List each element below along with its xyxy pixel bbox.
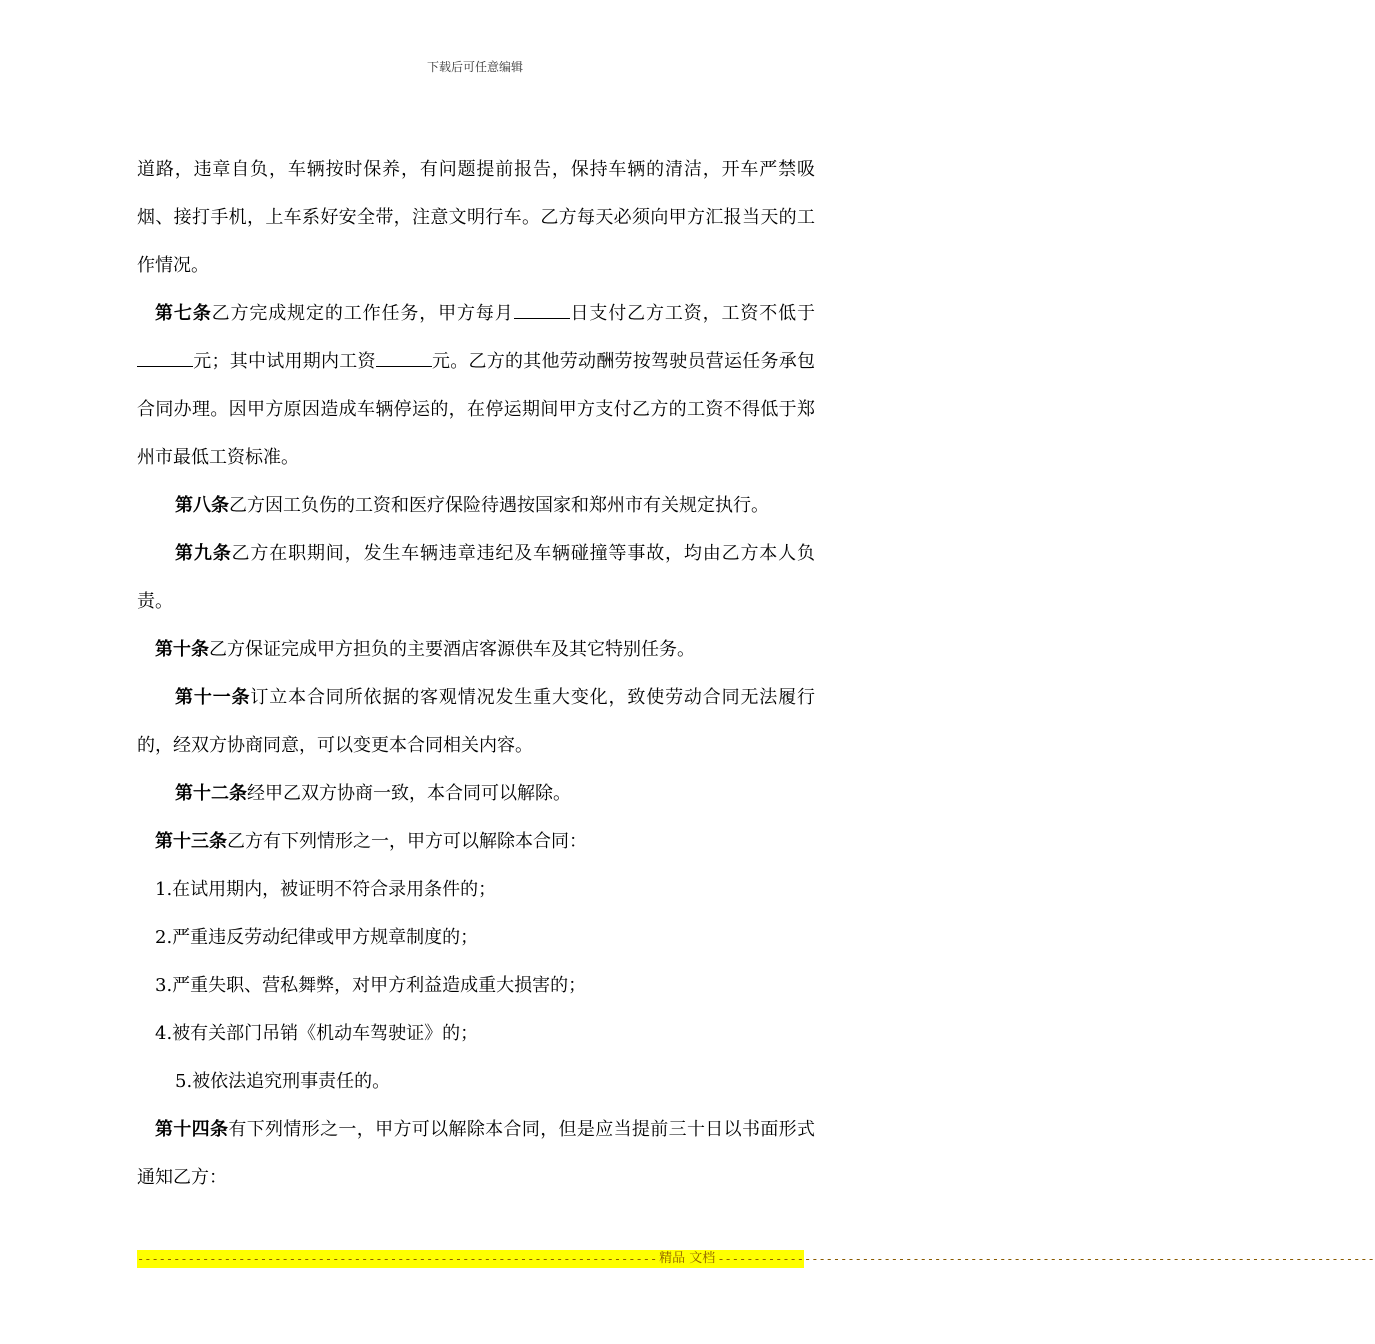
- article-label: 第十条: [155, 639, 209, 660]
- list-item: [137, 1010, 815, 1058]
- article-14: [137, 1106, 815, 1202]
- article-12: [137, 770, 815, 818]
- document-body: [137, 146, 815, 1202]
- list-item: [137, 914, 815, 962]
- article-label: 第十四条: [155, 1119, 229, 1140]
- blank-pay-day: [514, 302, 570, 319]
- list-item-text: 5.被依法追究刑事责任的。: [175, 1071, 391, 1092]
- footer-dashes-right: -------------------------------------------------------------------------------------------: [717, 1252, 1375, 1266]
- article-label: 第十二条: [175, 783, 247, 804]
- article-text: 经甲乙双方协商一致，本合同可以解除。: [247, 783, 571, 804]
- blank-probation-wage: [376, 350, 432, 367]
- article-8: [137, 482, 815, 530]
- article-label: 第七条: [155, 303, 212, 324]
- article-text: 日支付乙方工资，工资不低于: [569, 303, 815, 324]
- article-10: [137, 626, 815, 674]
- article-text: 乙方完成规定的工作任务，甲方每月: [211, 303, 514, 324]
- article-text: 有下列情形之一，甲方可以解除本合同，但是应当提前三十日以书面形式通知乙方：: [137, 1119, 816, 1188]
- footer-watermark-bar: [137, 1250, 1375, 1268]
- list-item-text: 2.严重违反劳动纪律或甲方规章制度的；: [155, 927, 479, 948]
- list-item-text: 1.在试用期内，被证明不符合录用条件的；: [155, 879, 497, 900]
- paragraph-continuation: [137, 146, 815, 290]
- article-text: 乙方在职期间，发生车辆违章违纪及车辆碰撞等事故，均由乙方本人负责。: [137, 543, 815, 612]
- article-text: 元；其中试用期内工资: [193, 351, 376, 372]
- article-text: 乙方因工负伤的工资和医疗保险待遇按国家和郑州市有关规定执行。: [229, 495, 769, 516]
- article-label: 第九条: [175, 543, 232, 564]
- article-text: 乙方保证完成甲方担负的主要酒店客源供车及其它特别任务。: [209, 639, 695, 660]
- header-note: 下载后可任意编辑: [426, 60, 523, 74]
- article-7: [137, 290, 815, 482]
- list-item-text: 3.严重失职、营私舞弊，对甲方利益造成重大损害的；: [155, 975, 587, 996]
- article-13: [137, 818, 815, 866]
- article-label: 第十一条: [175, 687, 251, 708]
- article-label: 第八条: [175, 495, 229, 516]
- list-item: [137, 1058, 815, 1106]
- article-label: 第十三条: [155, 831, 227, 852]
- article-text: 元。乙方的其他劳动酬劳按驾驶员营运任务承包合同办理。因甲方原因造成车辆停运的，在停运期间甲方支付乙方的工资不得低于郑州市最低工资标准。: [137, 351, 815, 468]
- paragraph-text: 道路，违章自负，车辆按时保养，有问题提前报告，保持车辆的清洁，开车严禁吸烟、接打手机，上车系好安全带，注意文明行车。乙方每天必须向甲方汇报当天的工作情况。: [137, 159, 815, 276]
- article-9: [137, 530, 815, 626]
- list-item: [137, 962, 815, 1010]
- article-text: 订立本合同所依据的客观情况发生重大变化，致使劳动合同无法履行的，经双方协商同意，可以变更本合同相关内容。: [137, 687, 816, 756]
- footer-label: 精品 文档: [659, 1251, 716, 1266]
- footer-dashes-left: ------------------------------------------------------------------------: [137, 1252, 658, 1266]
- blank-min-wage: [137, 350, 193, 367]
- article-text: 乙方有下列情形之一，甲方可以解除本合同：: [227, 831, 587, 852]
- article-11: [137, 674, 815, 770]
- list-item: [137, 866, 815, 914]
- list-item-text: 4.被有关部门吊销《机动车驾驶证》的；: [155, 1023, 479, 1044]
